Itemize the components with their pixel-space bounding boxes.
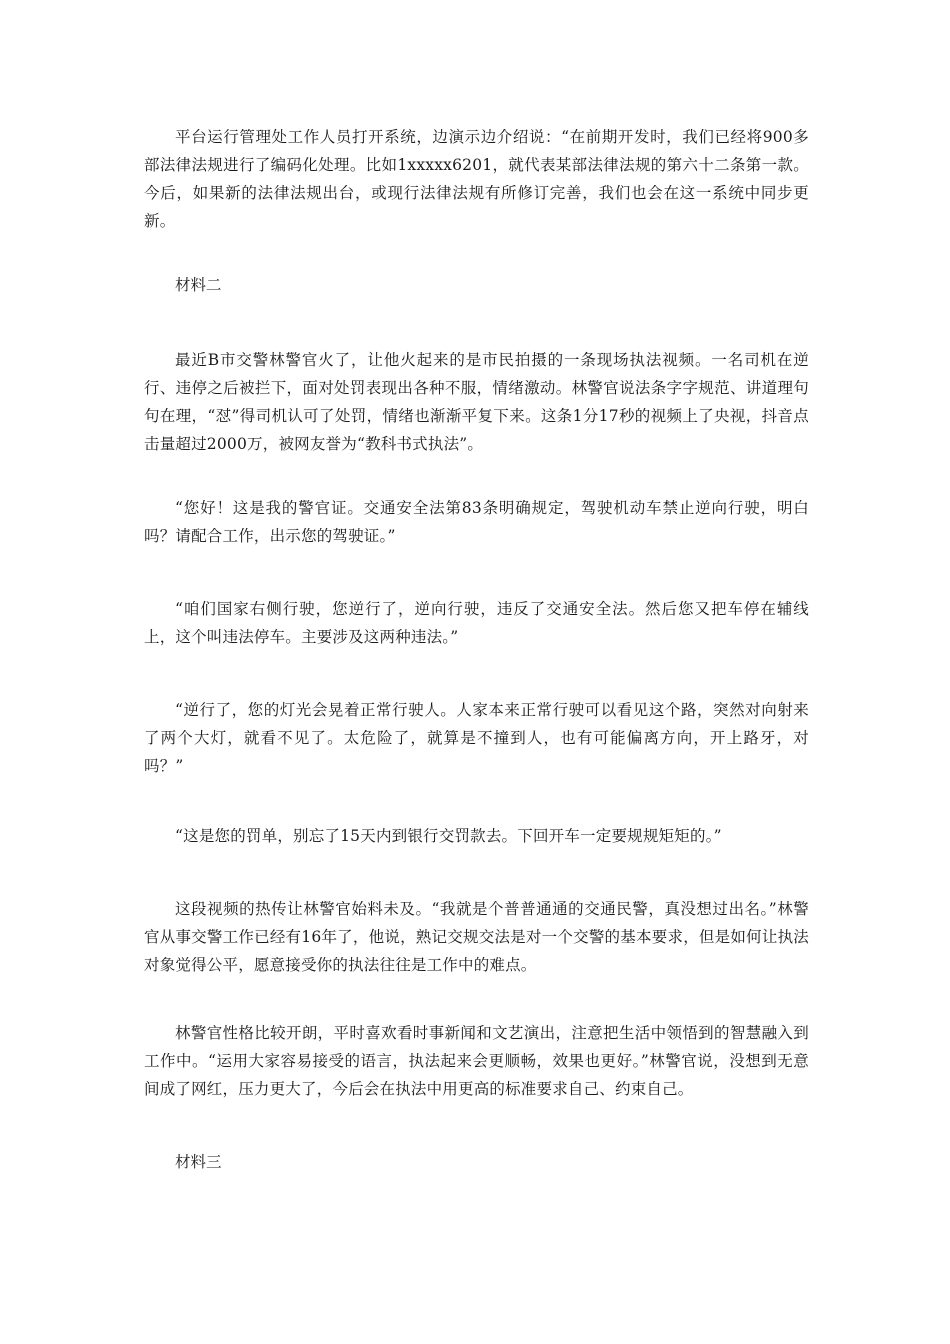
paragraph-viral-surprise: 这段视频的热传让林警官始料未及。“我就是个普普通通的交通民警，真没想过出名。”林警官从事交警工作已经有16年了，他说，熟记交规交法是对一个交警的基本要求，但是如何让执法对象觉得公平，愿意接受你的执法往往是工作中的难点。	[144, 900, 809, 974]
paragraph-personality: 林警官性格比较开朗，平时喜欢看时事新闻和文艺演出，注意把生活中领悟到的智慧融入到工作中。“运用大家容易接受的语言，执法起来会更顺畅，效果也更好。”林警官说，没想到无意间成了网红，压力更大了，今后会在执法中用更高的标准要求自己、约束自己。	[144, 1024, 809, 1098]
paragraph-quote-right-side-driving: “咱们国家右侧行驶，您逆行了，逆向行驶，违反了交通安全法。然后您又把车停在辅线上，这个叫违法停车。主要涉及这两种违法。”	[144, 600, 809, 646]
paragraph-platform-system: 平台运行管理处工作人员打开系统，边演示边介绍说：“在前期开发时，我们已经将900多部法律法规进行了编码化处理。比如1xxxxx6201，就代表某部法律法规的第六十二条第一款。今后，如果新的法律法规出台，或现行法律法规有所修订完善，我们也会在这一系统中同步更新。	[144, 128, 809, 230]
heading-material-three: 材料三	[175, 1153, 222, 1171]
paragraph-quote-ticket: “这是您的罚单，别忘了15天内到银行交罚款去。下回开车一定要规规矩矩的。”	[175, 827, 722, 845]
paragraph-quote-headlights: “逆行了，您的灯光会晃着正常行驶人。人家本来正常行驶可以看见这个路，突然对向射来了两个大灯，就看不见了。太危险了，就算是不撞到人，也有可能偏离方向，开上路牙，对吗？”	[144, 701, 809, 775]
heading-material-two: 材料二	[175, 276, 222, 294]
paragraph-officer-lin-video: 最近B市交警林警官火了，让他火起来的是市民拍摄的一条现场执法视频。一名司机在逆行、违停之后被拦下，面对处罚表现出各种不服，情绪激动。林警官说法条字字规范、讲道理句句在理，“怼”得司机认可了处罚，情绪也渐渐平复下来。这条1分17秒的视频上了央视，抖音点击量超过2000万，被网友誉为“教科书式执法”。	[144, 351, 809, 453]
paragraph-quote-police-id: “您好！这是我的警官证。交通安全法第83条明确规定，驾驶机动车禁止逆向行驶，明白吗？请配合工作，出示您的驾驶证。”	[144, 499, 809, 545]
